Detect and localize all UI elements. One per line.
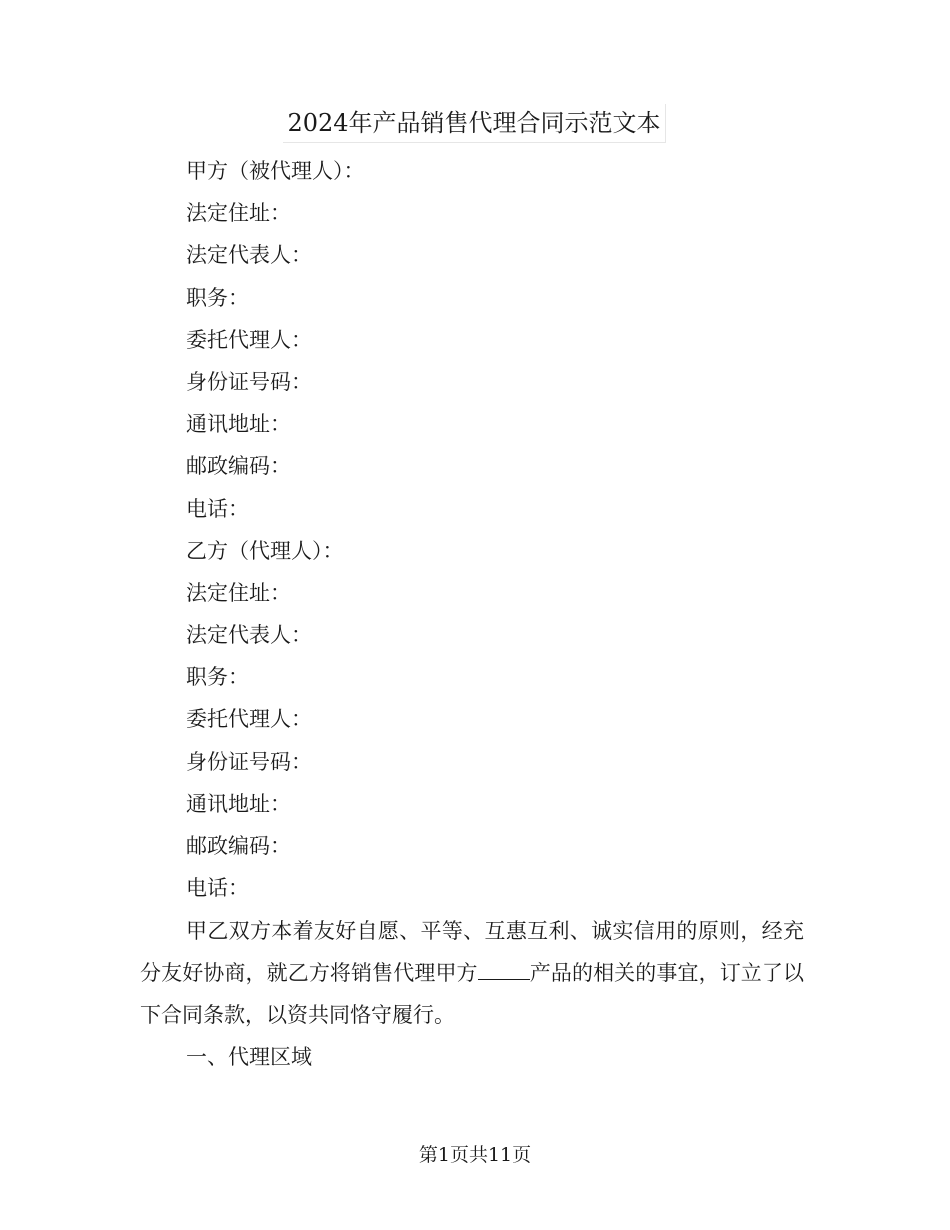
- party-b-field: 邮政编码：: [186, 834, 291, 858]
- party-b-field: 身份证号码：: [186, 749, 312, 774]
- party-a-field: 法定代表人：: [186, 243, 312, 268]
- party-b-field: 法定代表人：: [186, 623, 312, 648]
- party-a-field: 法定住址：: [186, 201, 291, 226]
- party-a-field: 通讯地址：: [186, 412, 291, 437]
- party-b-field: 电话：: [186, 876, 249, 901]
- preamble-paragraph: [140, 910, 804, 1036]
- party-a-field: 甲方（被代理人）：: [186, 159, 365, 183]
- party-b-field: 法定住址：: [186, 580, 291, 605]
- party-a-field: 委托代理人：: [186, 327, 312, 352]
- preamble-text-end: 产品的相关的事宜，订立了以下合同条款，以资共同恪守履行。: [140, 961, 805, 1027]
- party-b-field: 职务：: [186, 665, 249, 690]
- party-a-field: 邮政编码：: [186, 454, 291, 479]
- preamble-text-start: 甲乙双方本着友好自愿、平等、互惠互利、诚实信用的原则，经充分友好协商，就乙方将销售代理甲方: [140, 919, 804, 985]
- party-b-field: 委托代理人：: [186, 707, 312, 732]
- product-name-blank: [478, 961, 530, 980]
- page-indicator: 第1页共11页: [418, 1144, 532, 1166]
- party-b-field: 通讯地址：: [186, 791, 291, 816]
- party-a-field: 身份证号码：: [186, 369, 312, 394]
- section-heading: 一、代理区域: [186, 1045, 312, 1069]
- party-fields-list: [186, 150, 365, 909]
- document-title: 2024年产品销售代理合同示范文本: [283, 104, 666, 143]
- party-a-field: 电话：: [186, 496, 249, 521]
- party-a-field: 职务：: [186, 285, 249, 310]
- party-b-field: 乙方（代理人）：: [186, 538, 344, 563]
